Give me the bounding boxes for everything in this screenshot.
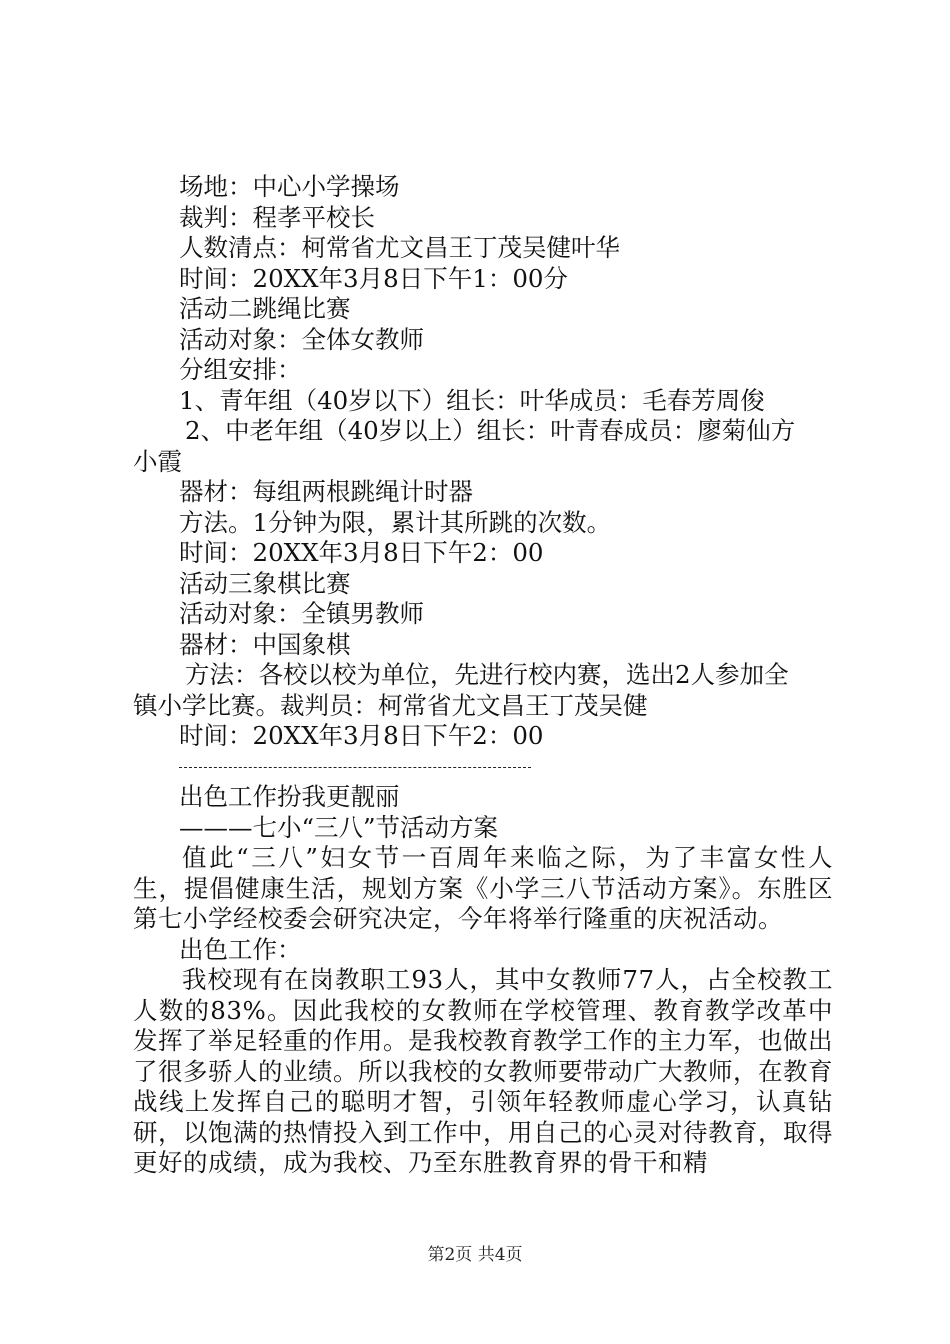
- section-divider: [133, 752, 833, 783]
- method-line-2-continued: 镇小学比赛。裁判员：柯常省尤文昌王丁茂吴健: [133, 690, 648, 720]
- activity-three-title: 活动三象棋比赛: [179, 568, 351, 598]
- time-line-3: 时间：20XX年3月8日下午2：00: [179, 721, 544, 750]
- equipment-line-1: 器材：每组两根跳绳计时器: [179, 477, 473, 506]
- group-senior-line: 2、中老年组（40岁以上）组长：叶青春成员：廖菊仙方: [185, 416, 796, 445]
- time-line-2: 时间：20XX年3月8日下午2：00: [179, 538, 544, 567]
- venue-line: 场地：中心小学操场: [179, 172, 400, 201]
- group-senior-line-continued: 小霞: [133, 446, 182, 476]
- page-footer: 第2页 共4页: [427, 1245, 523, 1265]
- method-line-1: 方法。1分钟为限，累计其所跳的次数。: [179, 507, 612, 537]
- grouping-heading: 分组安排：: [179, 355, 302, 384]
- activity-two-target: 活动对象：全体女教师: [179, 324, 424, 354]
- group-young-line: 1、青年组（40岁以下）组长：叶华成员：毛春芳周俊: [179, 385, 765, 415]
- equipment-line-2: 器材：中国象棋: [179, 629, 351, 659]
- document-body: [133, 172, 833, 1179]
- work-heading: 出色工作：: [179, 934, 302, 964]
- headcount-line: 人数清点：柯常省尤文昌王丁茂吴健叶华: [179, 233, 620, 262]
- work-paragraph: 我校现有在岗教职工93人，其中女教师77人，占全校教工人数的83%。因此我校的女教师在学校管理、教育教学改革中发挥了举足轻重的作用。是我校教育教学工作的主力军，也做出了很多骄人的业绩。所以我校的女教师要带动广大教师，在教育战线上发挥自己的聪明才智，引领年轻教师虚心学习，认真钻研，以饱满的热情投入到工作中，用自己的心灵对待教育，取得更好的成绩，成为我校、乃至东胜教育界的骨干和精: [133, 965, 833, 1177]
- referee-line: 裁判：程孝平校长: [179, 202, 375, 232]
- intro-paragraph: 值此“三八”妇女节一百周年来临之际，为了丰富女性人生，提倡健康生活，规划方案《小学三八节活动方案》。东胜区第七小学经校委会研究决定，今年将举行隆重的庆祝活动。: [133, 843, 833, 933]
- time-line-1: 时间：20XX年3月8日下午1：00分: [179, 263, 568, 293]
- activity-three-target: 活动对象：全镇男教师: [179, 599, 424, 628]
- section-subtitle: ———七小“三八”节活动方案: [179, 812, 499, 842]
- method-line-2: 方法：各校以校为单位，先进行校内赛，选出2人参加全: [185, 660, 789, 689]
- section-title: 出色工作扮我更靓丽: [179, 782, 400, 811]
- activity-two-title: 活动二跳绳比赛: [179, 294, 351, 323]
